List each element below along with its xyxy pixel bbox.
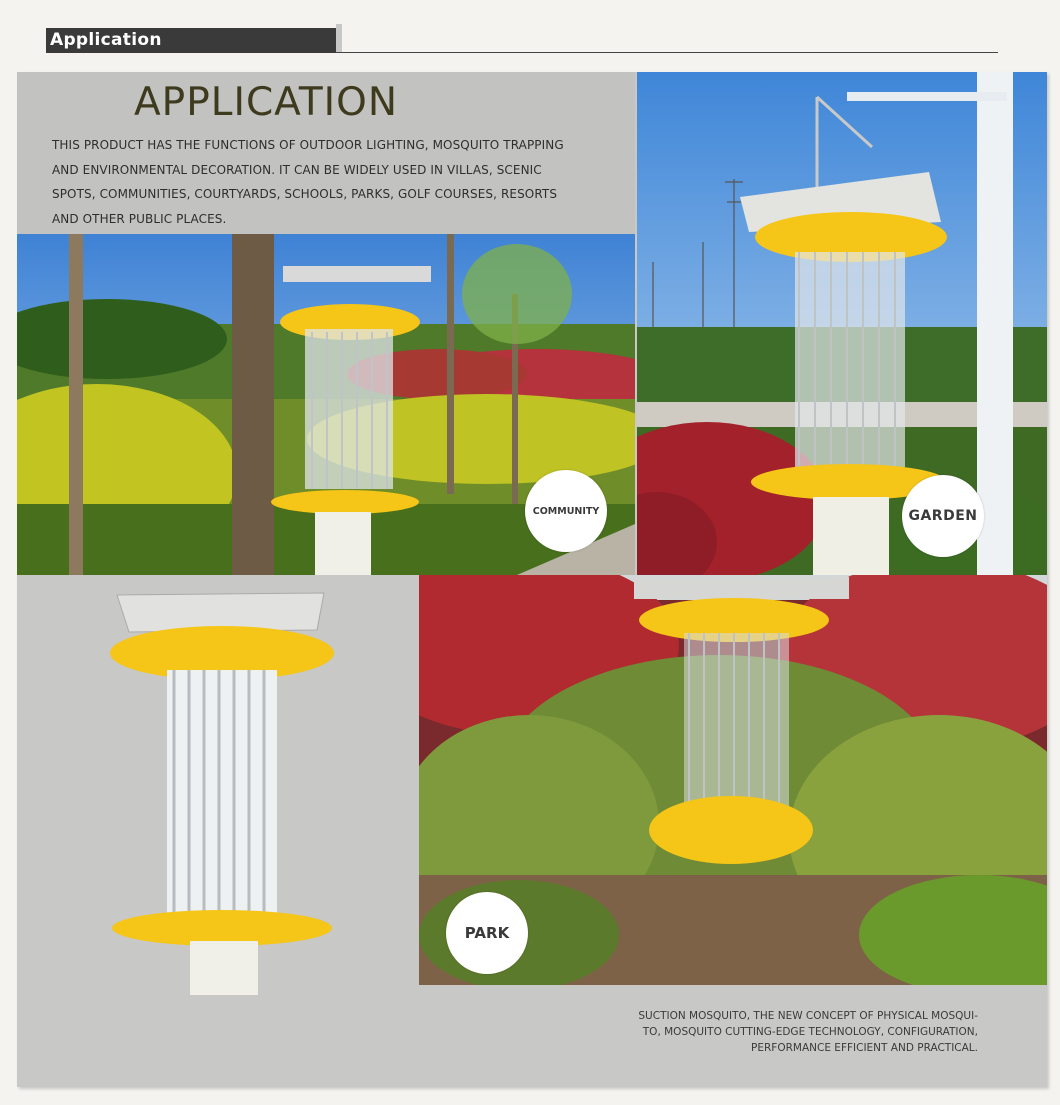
garden-badge: GARDEN <box>902 475 984 557</box>
footer-line: TO, MOSQUITO CUTTING-EDGE TECHNOLOGY, CONFIGURATION, <box>642 1026 978 1038</box>
community-badge: COMMUNITY <box>525 470 607 552</box>
intro-line: SPOTS, COMMUNITIES, COURTYARDS, SCHOOLS, PARKS, GOLF COURSES, RESORTS <box>52 187 558 201</box>
header-divider <box>336 52 998 53</box>
section-tab: Application <box>46 28 336 53</box>
park-badge: PARK <box>446 892 528 974</box>
footer-description <box>600 1008 978 1056</box>
product-photo <box>17 575 418 995</box>
intro-line: AND ENVIRONMENTAL DECORATION. IT CAN BE WIDELY USED IN VILLAS, SCENIC <box>52 162 542 177</box>
intro-line: AND OTHER PUBLIC PLACES. <box>52 211 227 226</box>
footer-line: SUCTION MOSQUITO, THE NEW CONCEPT OF PHYSICAL MOSQUI- <box>638 1010 978 1022</box>
footer-line: PERFORMANCE EFFICIENT AND PRACTICAL. <box>751 1042 978 1054</box>
intro-description <box>52 133 612 231</box>
intro-line: THIS PRODUCT HAS THE FUNCTIONS OF OUTDOOR LIGHTING, MOSQUITO TRAPPING <box>52 138 564 152</box>
garden-photo <box>637 72 1047 575</box>
application-heading: APPLICATION <box>134 80 399 125</box>
